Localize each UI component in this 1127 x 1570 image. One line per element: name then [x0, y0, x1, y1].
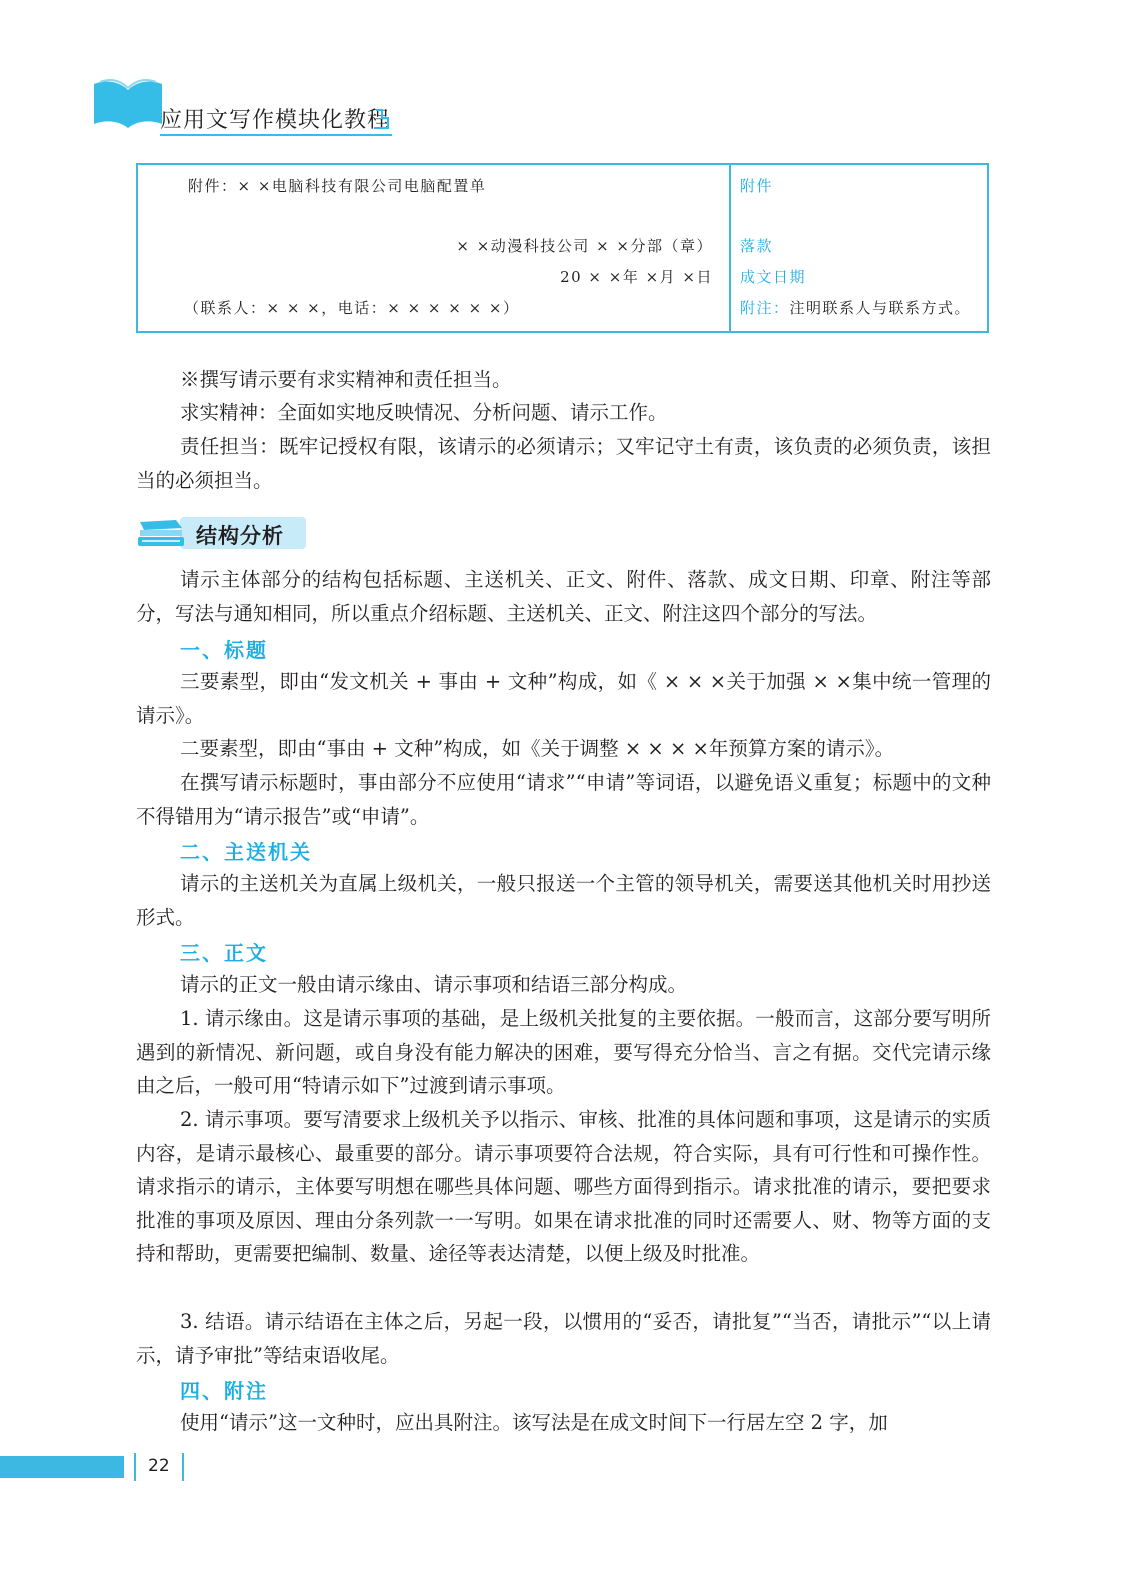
section-intro: 请示主体部分的结构包括标题、主送机关、正文、附件、落款、成文日期、印章、附注等部分，写法与通知相同，所以重点介绍标题、主送机关、正文、附注这四个部分的写法。: [136, 568, 991, 625]
table-divider: [729, 165, 731, 331]
books-icon: [136, 518, 188, 548]
title-paragraph-2: 二要素型，即由“事由 + 文种”构成，如《关于调整 × × × ×年预算方案的请示》。: [180, 737, 895, 760]
note-remark-text: 注明联系人与联系方式。: [789, 299, 972, 317]
section-banner: [136, 517, 306, 549]
recipient-paragraph: 请示的主送机关为直属上级机关，一般只报送一个主管的领导机关，需要送其他机关时用抄送形式。: [136, 872, 991, 929]
note-remark: [740, 297, 971, 318]
body-paragraph-4: 3. 结语。请示结语在主体之后，另起一段，以惯用的“妥否，请批复”“当否，请批示”“以上请示，请予审批”等结束语收尾。: [136, 1310, 991, 1367]
heading-title: 一、标题: [180, 638, 268, 662]
heading-body: 三、正文: [180, 941, 268, 965]
note-remark-label: 附注：: [740, 299, 790, 317]
footer-separator: [182, 1453, 184, 1481]
example-document-table: [136, 163, 989, 333]
footer-separator: [134, 1453, 136, 1481]
remark-paragraph: 使用“请示”这一文种时，应出具附注。该写法是在成文时间下一行居左空 2 字，加: [180, 1411, 888, 1434]
attachment-line: 附件：× ×电脑科技有限公司电脑配置单: [188, 177, 487, 195]
date-line: 20 × ×年 ×月 ×日: [560, 268, 713, 286]
contact-line: （联系人：× × ×，电话：× × × × × ×）: [184, 299, 520, 317]
header-underline: [160, 134, 392, 136]
body-paragraph-2: 1. 请示缘由。这是请示事项的基础，是上级机关批复的主要依据。一般而言，这部分要写明所遇到的新情况、新问题，或自身没有能力解决的困难，要写得充分恰当、言之有据。交代完请示缘由之后，一般可用“特请示如下”过渡到请示事项。: [136, 1007, 991, 1097]
body-paragraph-1: 请示的正文一般由请示缘由、请示事项和结语三部分构成。: [180, 973, 688, 996]
page-curl-icon: [372, 106, 392, 132]
body-paragraph-3: 2. 请示事项。要写清要求上级机关予以指示、审核、批准的具体问题和事项，这是请示的实质内容，是请示最核心、最重要的部分。请示事项要符合法规，符合实际，具有可行性和可操作性。请求指示的请示，主体要写明想在哪些具体问题、哪些方面得到指示。请求批准的请示，要把要求批准的事项及原因、理由分条列款一一写明。如果在请求批准的同时还需要人、财、物等方面的支持和帮助，更需要把编制、数量、途径等表达清楚，以便上级及时批准。: [136, 1108, 991, 1265]
book-title: 应用文写作模块化教程: [160, 108, 391, 133]
note-attachment: 附件: [740, 177, 774, 195]
note-date: 成文日期: [740, 268, 807, 286]
intro-paragraph-2: 求实精神：全面如实地反映情况、分析问题、请示工作。: [180, 401, 668, 424]
open-book-icon: [92, 78, 164, 130]
intro-paragraph-3: 责任担当：既牢记授权有限，该请示的必须请示；又牢记守土有责，该负责的必须负责，该担当的必须担当。: [136, 435, 991, 492]
page-number: 22: [148, 1456, 170, 1476]
title-paragraph-3: 在撰写请示标题时，事由部分不应使用“请求”“申请”等词语，以避免语义重复；标题中的文种不得错用为“请示报告”或“申请”。: [136, 771, 991, 828]
intro-paragraph-1: ※撰写请示要有求实精神和责任担当。: [180, 368, 512, 391]
heading-remark: 四、附注: [180, 1379, 268, 1403]
section-title: 结构分析: [196, 524, 284, 548]
note-signature: 落款: [740, 237, 774, 255]
title-paragraph-1: 三要素型，即由“发文机关 + 事由 + 文种”构成，如《 × × ×关于加强 × ×集中统一管理的请示》。: [136, 670, 991, 727]
heading-recipient: 二、主送机关: [180, 840, 312, 864]
signature-line: × ×动漫科技公司 × ×分部（章）: [456, 237, 713, 255]
footer-bar: [0, 1456, 124, 1478]
